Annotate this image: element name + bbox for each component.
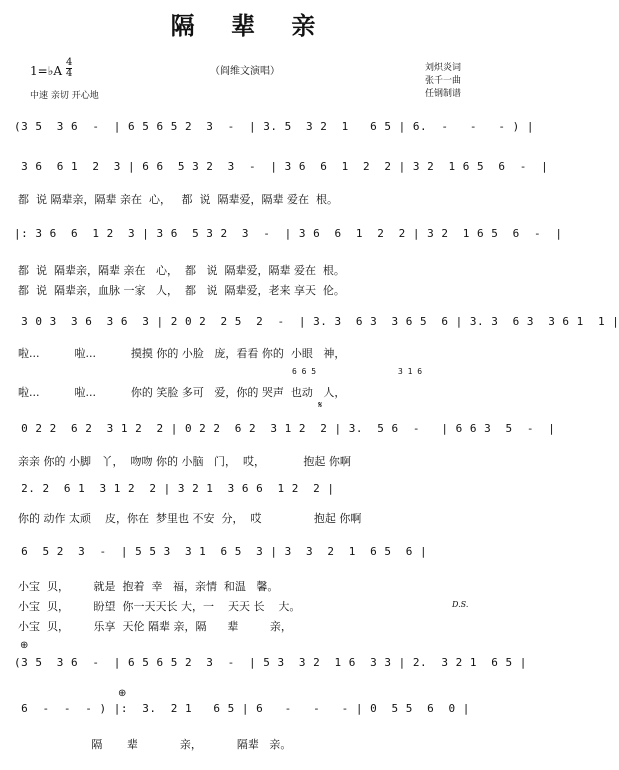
lyric-line-9: 隔 辈 亲， 隔辈 亲。 [18,738,292,751]
time-top: 4 [66,57,73,68]
lyric-line-4a: 啦... 啦... 摸摸 你的 小脸 庞，看看 你的 小眼 神， [18,347,346,360]
lyric-line-6: 你的 动作 太顽 皮，你在 梦里也 不安 分， 哎 抱起 你啊 [18,512,362,525]
score-line-9: 6 - - - ) |: 3. 2 1 6 5 | 6 - - - | 0 5 5 6 0 | [14,702,470,715]
lyricist: 刘炽炎词 [425,63,462,73]
arranger: 任钢制谱 [425,89,462,99]
credits-block [425,62,461,101]
score-line-3: |: 3 6 6 1 2 3 | 3 6 5 3 2 3 - | 3 6 6 1 2 2 | 3 2 1 6 5 6 - | [14,227,563,240]
coda-icon: ⊕ [20,640,29,651]
score-line-1: (3 5 3 6 - | 6 5 6 5 2 3 - | 3. 5 3 2 1 6 5 | 6. - - - ) | [14,120,534,133]
lyric-line-4b: 啦... 啦... 你的 笑脸 多可 爱，你的 哭声 也动 人， [18,386,346,399]
key-signature: 1=♭A [30,64,63,78]
ds-marking: D.S. [452,600,469,609]
lyric-line-7c: 小宝 贝， 乐享 天伦 隔辈 亲，隔 辈 亲， [18,620,292,633]
lyric-line-7b: 小宝 贝， 盼望 你一天天长 大，一 天天 长 大。 [18,600,301,613]
segno-icon: 𝄋 [318,400,323,411]
lyric-line-3b: 都 说 隔辈亲，血脉 一家 人， 都 说 隔辈爱，老来 享天 伦。 [18,284,345,297]
lyric-line-7a: 小宝 贝， 就是 抱着 幸 福，亲情 和温 馨。 [18,580,279,593]
tempo-marking: 中速 亲切 开心地 [30,91,99,101]
time-bottom: 4 [66,68,73,79]
song-title: 隔 辈 亲 [170,11,330,40]
composer: 张千一曲 [425,76,462,86]
score-line-8: (3 5 3 6 - | 6 5 6 5 2 3 - | 5 3 3 2 1 6 3 3 | 2. 3 2 1 6 5 | [14,656,527,669]
score-line-6: 2. 2 6 1 3 1 2 2 | 3 2 1 3 6 6 1 2 2 | [14,482,335,495]
lyric-line-3a: 都 说 隔辈亲，隔辈 亲在 心， 都 说 隔辈爱，隔辈 爱在 根。 [18,264,345,277]
lyric-line-5: 亲亲 你的 小脚 丫， 吻吻 你的 小脑 门， 哎， 抱起 你啊 [18,455,351,468]
score-line-2: 3 6 6 1 2 3 | 6 6 5 3 2 3 - | 3 6 6 1 2 2 | 3 2 1 6 5 6 - | [14,160,549,173]
score-line-7: 6 5 2 3 - | 5 5 3 3 1 6 5 3 | 3 3 2 1 6 5 6 | [14,545,428,558]
small-notes-line-4: 6 6 5 3 1 6 [292,367,423,376]
lyric-line-2: 都 说 隔辈亲，隔辈 亲在 心， 都 说 隔辈爱，隔辈 爱在 根。 [18,193,338,206]
score-line-4: 3 0 3 3 6 3 6 3 | 2 0 2 2 5 2 - | 3. 3 6 3 3 6 5 6 | 3. 3 6 3 3 6 1 1 | [14,315,619,328]
singer-credit: （阎维文演唱） [210,66,280,77]
time-signature [66,58,72,79]
score-line-5: 0 2 2 6 2 3 1 2 2 | 0 2 2 6 2 3 1 2 2 | 3. 5 6 - | 6 6 3 5 - | [14,422,556,435]
coda-icon-2: ⊕ [118,688,127,699]
